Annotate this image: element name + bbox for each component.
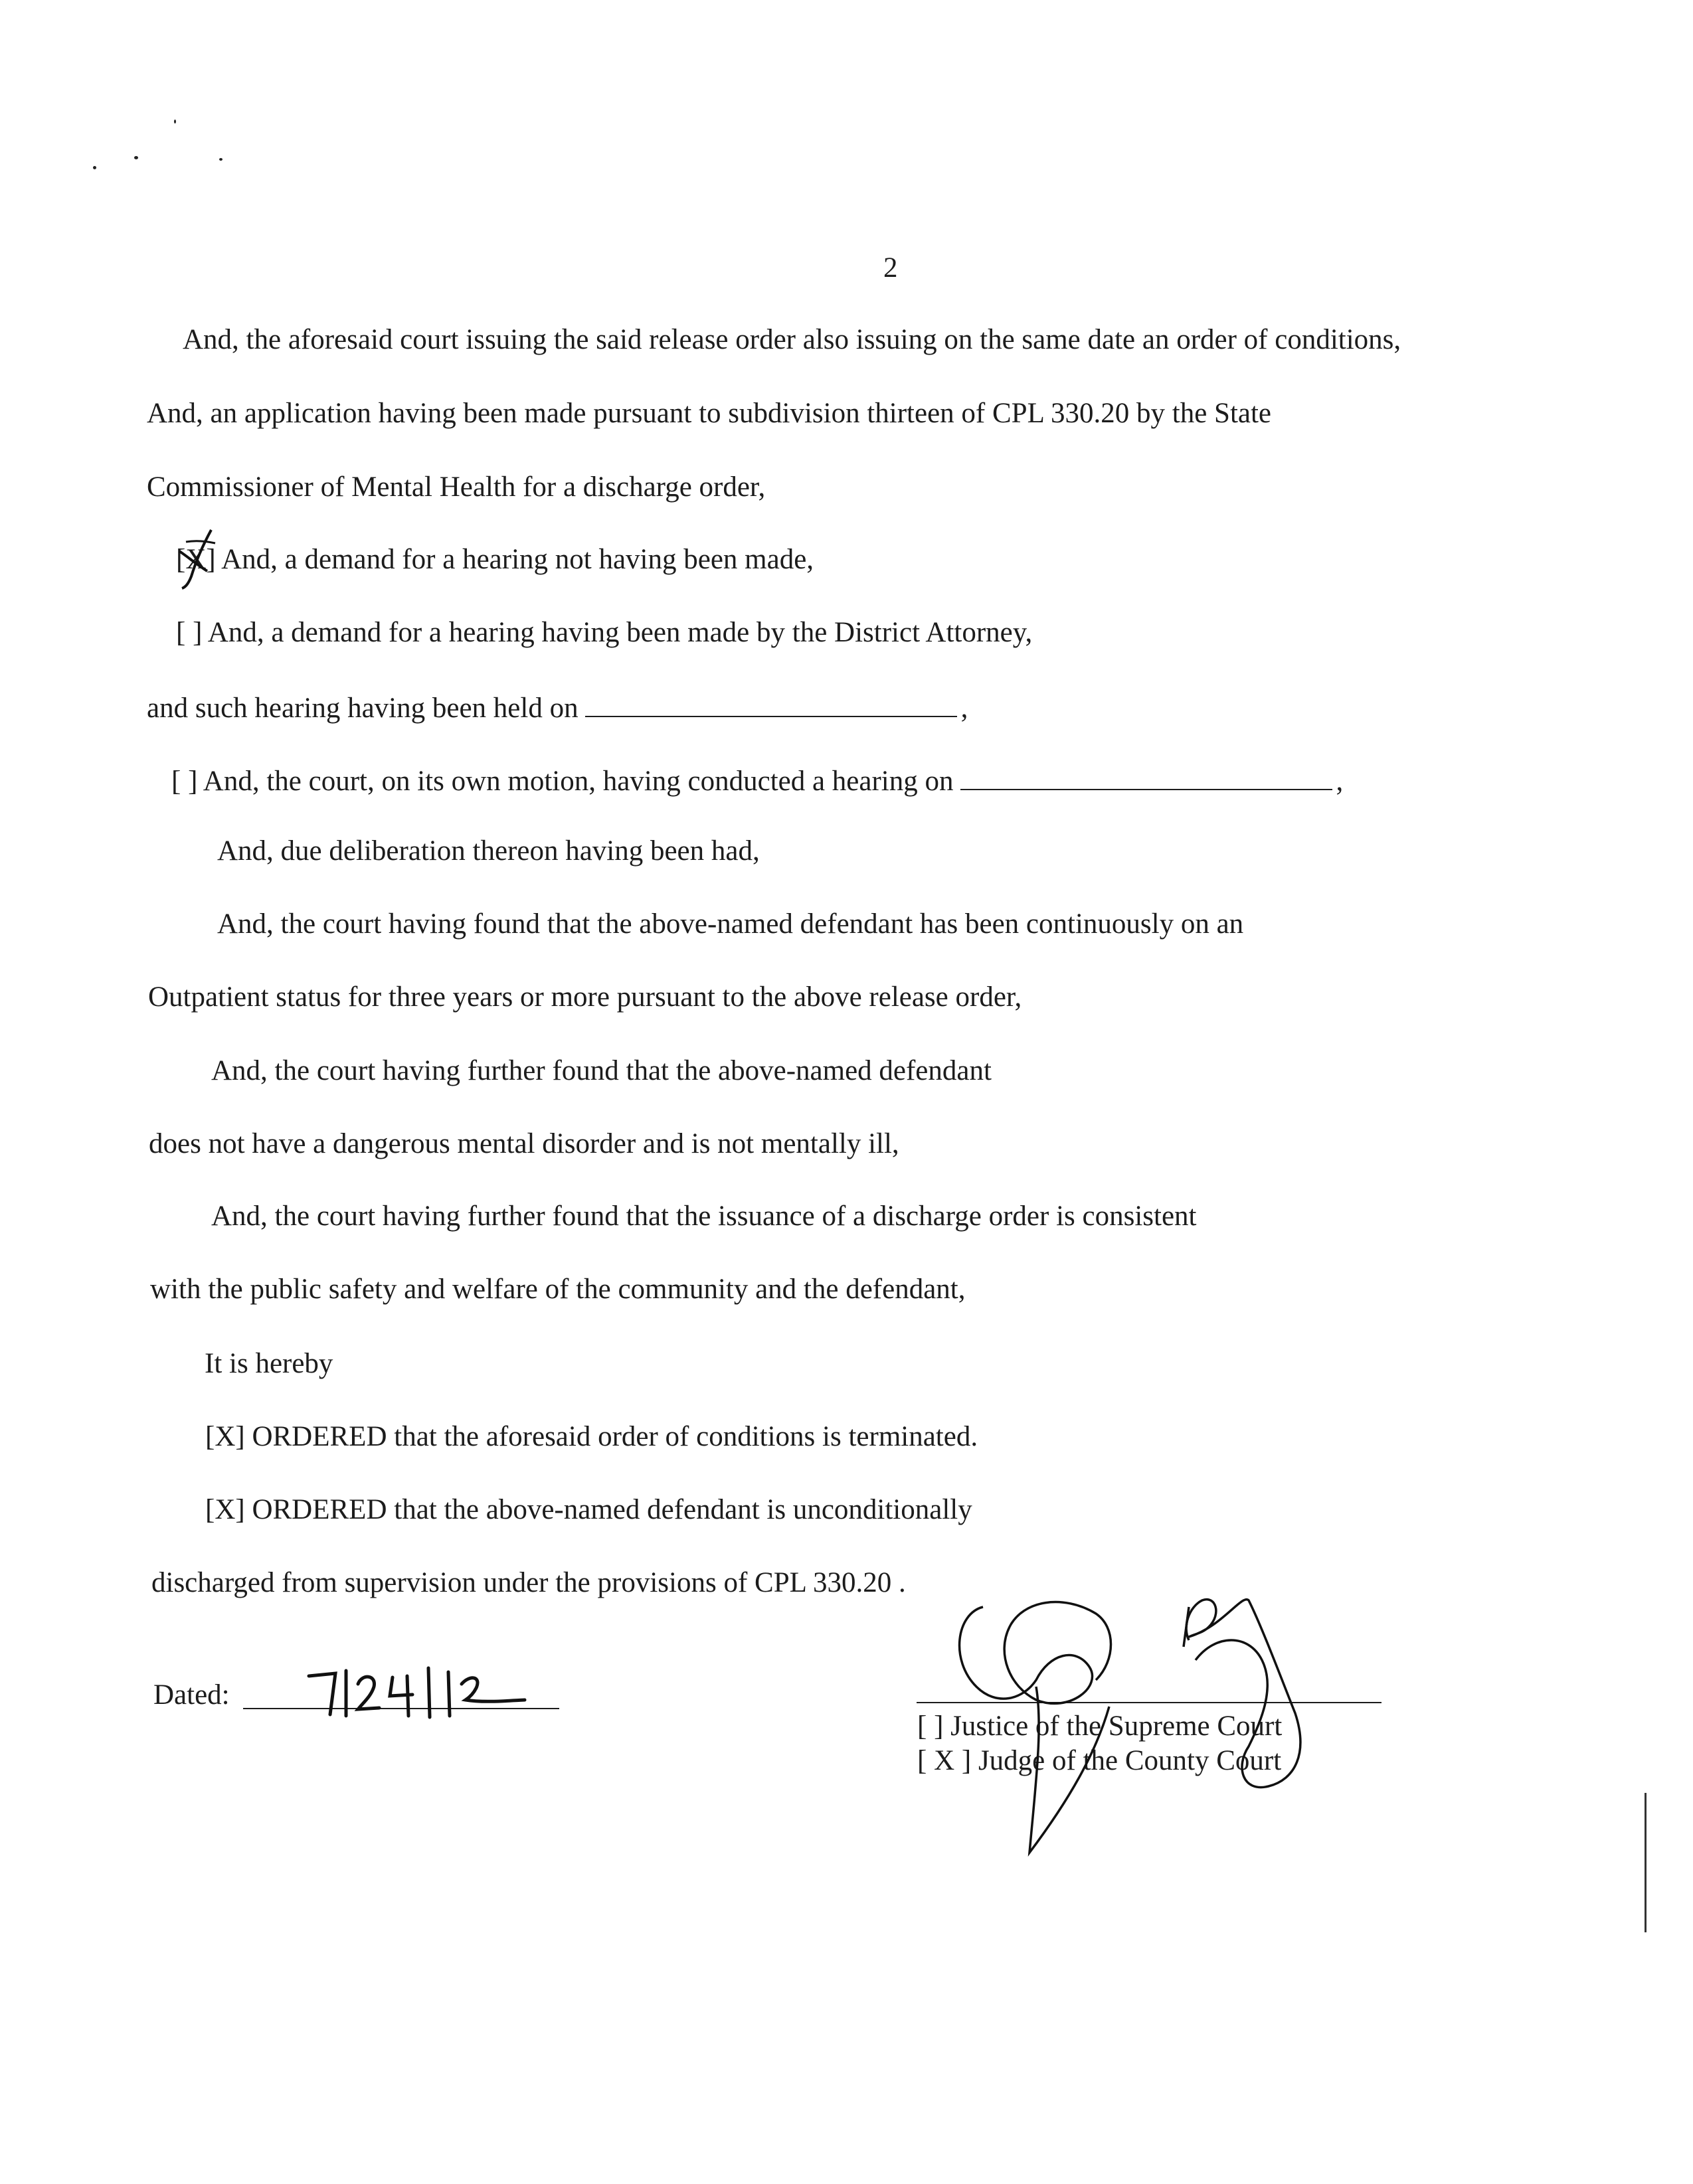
order-discharge-line1: [X] ORDERED that the above-named defendant is unconditionally bbox=[205, 1494, 972, 1525]
handwritten-x-mark bbox=[174, 525, 227, 591]
own-motion-date-blank bbox=[960, 762, 1332, 790]
judge-checkbox: [ X ] bbox=[917, 1745, 972, 1776]
scan-speck bbox=[93, 166, 96, 169]
handwritten-date bbox=[302, 1661, 541, 1721]
scan-speck bbox=[174, 120, 176, 124]
scan-speck bbox=[219, 158, 223, 161]
judge-text: Judge of the County Court bbox=[978, 1745, 1282, 1776]
option-da-hearing-demand bbox=[176, 616, 1032, 650]
option-no-hearing-demand bbox=[176, 543, 814, 577]
paragraph-outpatient-line1: And, the court having found that the above-named defendant has been continuously on an bbox=[217, 908, 1244, 940]
paragraph-mental-disorder-line1: And, the court having further found that the above-named defendant bbox=[211, 1055, 992, 1086]
hearing-held-on-text: and such hearing having been held on bbox=[147, 693, 579, 724]
option-no-hearing-checkbox: [X] bbox=[176, 544, 216, 575]
paragraph-mental-disorder-line2: does not have a dangerous mental disorder and is not mentally ill, bbox=[149, 1128, 899, 1159]
justice-checkbox: [ ] bbox=[917, 1711, 944, 1742]
paragraph-release-order: And, the aforesaid court issuing the said release order also issuing on the same date an order of conditions, bbox=[183, 324, 1401, 355]
paragraph-it-is-hereby: It is hereby bbox=[205, 1348, 333, 1379]
paragraph-outpatient-line2: Outpatient status for three years or more pursuant to the above release order, bbox=[148, 981, 1022, 1013]
justice-text: Justice of the Supreme Court bbox=[950, 1711, 1283, 1742]
option-own-motion-hearing: [ ] And, the court, on its own motion, having conducted a hearing on , bbox=[171, 762, 1343, 799]
hearing-date-blank bbox=[585, 689, 957, 717]
option-da-hearing-text: And, a demand for a hearing having been made by the District Attorney, bbox=[207, 617, 1033, 648]
paragraph-application-line1: And, an application having been made pursuant to subdivision thirteen of CPL 330.20 by the State bbox=[147, 398, 1272, 429]
order-terminate-conditions: [X] ORDERED that the aforesaid order of conditions is terminated. bbox=[205, 1421, 978, 1452]
option-no-hearing-text: And, a demand for a hearing not having been made, bbox=[221, 544, 814, 575]
paragraph-public-safety-line2: with the public safety and welfare of the community and the defendant, bbox=[150, 1274, 966, 1305]
option-da-hearing-checkbox: [ ] bbox=[176, 617, 203, 648]
option-own-motion-checkbox: [ ] bbox=[171, 766, 198, 797]
dated-label: Dated: bbox=[153, 1679, 230, 1711]
paragraph-deliberation: And, due deliberation thereon having been had, bbox=[217, 835, 760, 867]
option-own-motion-text: And, the court, on its own motion, having conducted a hearing on bbox=[203, 766, 954, 797]
order-discharge-line2: discharged from supervision under the provisions of CPL 330.20 . bbox=[151, 1567, 906, 1598]
page-number: 2 bbox=[883, 252, 898, 284]
hearing-held-on-line: and such hearing having been held on , bbox=[147, 689, 968, 726]
judge-signature bbox=[936, 1587, 1348, 1866]
paragraph-application-line2: Commissioner of Mental Health for a discharge order, bbox=[147, 471, 766, 503]
scan-edge-mark bbox=[1645, 1793, 1647, 1932]
paragraph-public-safety-line1: And, the court having further found that the issuance of a discharge order is consistent bbox=[211, 1201, 1197, 1232]
scan-speck bbox=[134, 156, 138, 159]
